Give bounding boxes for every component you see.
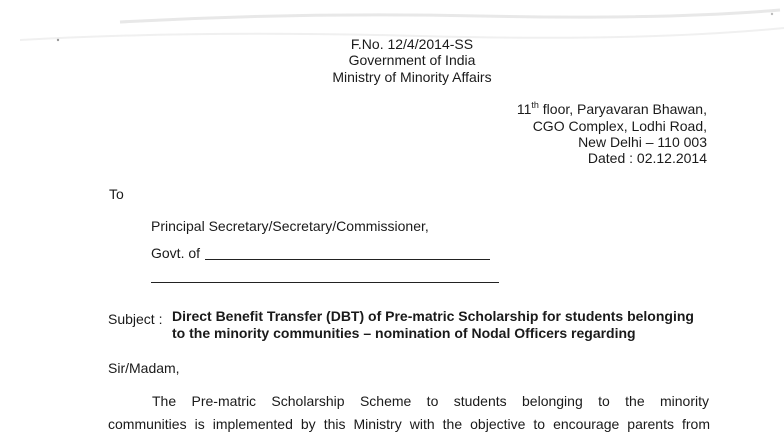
address-line-1: 11th floor, Paryavaran Bhawan, xyxy=(516,100,707,117)
recipient-title: Principal Secretary/Secretary/Commissioner, xyxy=(151,218,429,234)
govt-of-blank-line xyxy=(205,259,490,260)
letter-date: Dated : 02.12.2014 xyxy=(587,150,707,166)
subject-label: Subject : xyxy=(108,311,163,327)
body-line-2: communities is implemented by this Ministry with the objective to encourage parents from xyxy=(108,416,710,432)
salutation: Sir/Madam, xyxy=(108,360,180,376)
ministry-name: Ministry of Minority Affairs xyxy=(332,69,492,85)
address-line-2: CGO Complex, Lodhi Road, xyxy=(532,118,707,134)
address-line-3: New Delhi – 110 003 xyxy=(578,134,707,150)
body-line-1: The Pre-matric Scholarship Scheme to students belonging to the minority xyxy=(152,393,709,409)
to-label: To xyxy=(109,186,124,202)
govt-of-label: Govt. of xyxy=(151,245,201,261)
government-name: Government of India xyxy=(348,52,476,68)
address-blank-line xyxy=(151,282,499,283)
subject-line-1: Direct Benefit Transfer (DBT) of Pre-matric Scholarship for students belonging xyxy=(172,308,694,324)
file-number: F.No. 12/4/2014-SS xyxy=(350,36,474,52)
subject-line-2: to the minority communities – nomination of Nodal Officers regarding xyxy=(172,325,636,341)
